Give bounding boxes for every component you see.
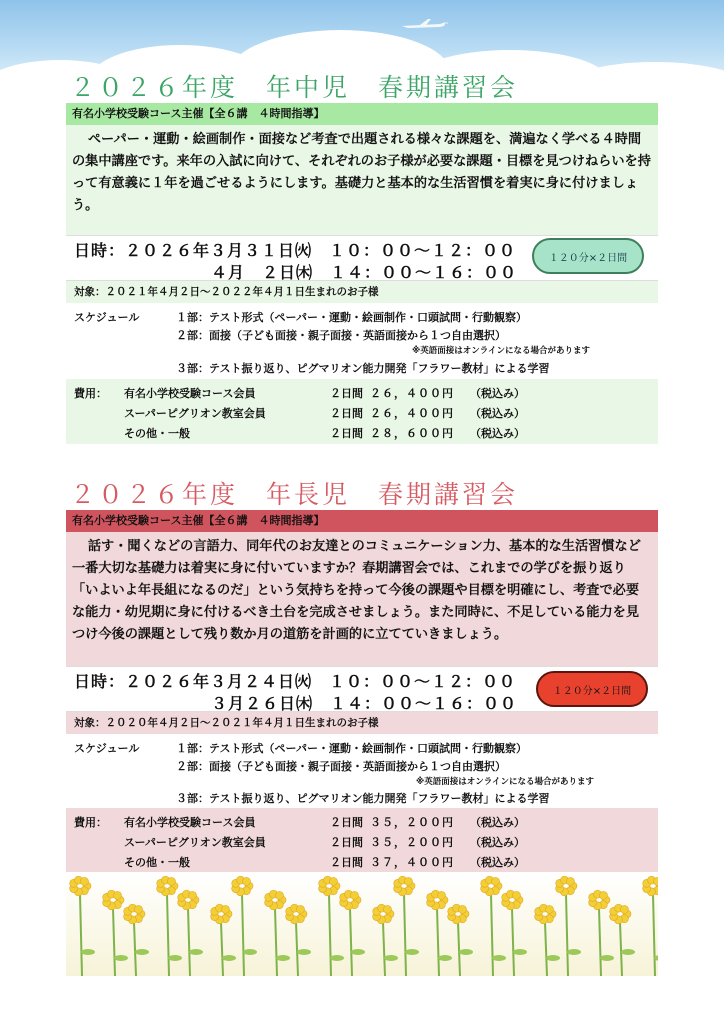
page-title-nencho: ２０２６年度 年長児 春期講習会 (70, 480, 519, 509)
fee-row (124, 854, 525, 870)
fee-tax: （税込み） (470, 387, 525, 400)
fee-name: スーパーピグリオン教室会員 (124, 836, 266, 849)
rapeseed-flowers-icon (66, 872, 658, 976)
section-header: 有名小学校受験コース主催【全６講 ４時間指導】 (66, 510, 658, 532)
fee-name: 有名小学校受験コース会員 (124, 387, 256, 400)
section-intro: 話す・聞くなどの言語力、同年代のお友達とのコミュニケーション力、基本的な生活習慣など一番大切な基礎力は着実に身に付いていますか？春期講習会では、これまでの学びを振り返り「いよいよ年長組になるのだ」という気持ちを持って今後の課題や目標を明確にし、考査で必要な能力・幼児期に身に付けるべき土台を完成させましょう。また同時に、不足している能力を見つけ今後の課題として残り数か月の道筋を計画的に立てていきましょう。 (66, 532, 658, 666)
fee-days: ２日間 (330, 856, 363, 869)
schedule-part-2: ２部：面接（子ども面接・親子面接・英語面接から１つ自由選択） (176, 760, 506, 773)
fee-price: ３５，２００円 (370, 816, 454, 829)
fee-row (124, 834, 525, 850)
fee-days: ２日間 (330, 836, 363, 849)
duration-badge: １２０分×２日間 (532, 238, 644, 274)
fee-label: 費用： (74, 816, 107, 829)
section-intro: ペーパー・運動・絵画制作・面接など考査で出題される様々な課題を、満遍なく学べる４時間の集中講座です。来年の入試に向けて、それぞれのお子様が必要な課題・目標を見つけねらいを持って有意義に１年を過ごせるようにします。基礎力と基本的な生活習慣を着実に身に付けましょう。 (66, 125, 658, 235)
fee-price: ３７，４００円 (370, 856, 454, 869)
fee-row (124, 814, 525, 830)
fee-name: 有名小学校受験コース会員 (124, 816, 256, 829)
schedule-dates (66, 666, 658, 712)
schedule-block (66, 734, 658, 808)
schedule-block (66, 303, 658, 379)
fee-price: ２６，４００円 (370, 387, 454, 400)
fee-price: ３５，２００円 (370, 836, 454, 849)
fee-tax: （税込み） (470, 856, 525, 869)
fee-row (124, 425, 525, 441)
fee-days: ２日間 (330, 816, 363, 829)
fee-label: 費用： (74, 387, 107, 400)
schedule-part-3: ３部：テスト振り返り、ピグマリオン能力開発「フラワー教材」による学習 (176, 792, 550, 805)
fee-price: ２６，４００円 (370, 407, 454, 420)
date-line-2: ４月 ２日㈭ １４：００～１６：００ (211, 263, 518, 282)
fee-days: ２日間 (330, 387, 363, 400)
schedule-note: ※英語面接はオンラインになる場合があります (416, 777, 595, 787)
schedule-label: スケジュール (74, 311, 140, 324)
schedule-part-1: １部：テスト形式（ペーパー・運動・絵画制作・口頭試問・行動観察） (176, 742, 528, 755)
date-line-1: 日時：２０２６年３月２４日㈫ １０：００～１２：００ (74, 672, 517, 691)
fee-tax: （税込み） (470, 836, 525, 849)
fee-table (66, 379, 658, 444)
target-children: 対象：２０２１年４月２日～２０２２年４月１日生まれのお子様 (66, 281, 658, 303)
fee-days: ２日間 (330, 427, 363, 440)
fee-price: ２８，６００円 (370, 427, 454, 440)
fee-name: その他・一般 (124, 427, 190, 440)
target-children: 対象：２０２０年４月２日～２０２１年４月１日生まれのお子様 (66, 712, 658, 734)
schedule-note: ※英語面接はオンラインになる場合があります (412, 346, 591, 356)
page-title-nenchu: ２０２６年度 年中児 春期講習会 (70, 73, 519, 102)
schedule-part-1: １部：テスト形式（ペーパー・運動・絵画制作・口頭試問・行動観察） (176, 311, 528, 324)
fee-row (124, 385, 525, 401)
date-line-2: ３月２６日㈭ １４：００～１６：００ (211, 694, 518, 713)
duration-badge: １２０分×２日間 (536, 671, 648, 707)
date-line-1: 日時：２０２６年３月３１日㈫ １０：００～１２：００ (74, 241, 517, 260)
section-nenchu (66, 103, 658, 444)
schedule-label: スケジュール (74, 742, 140, 755)
fee-tax: （税込み） (470, 427, 525, 440)
fee-tax: （税込み） (470, 407, 525, 420)
schedule-dates (66, 235, 658, 281)
fee-row (124, 405, 525, 421)
section-header: 有名小学校受験コース主催【全６講 ４時間指導】 (66, 103, 658, 125)
section-nencho (66, 510, 658, 872)
schedule-part-3: ３部：テスト振り返り、ピグマリオン能力開発「フラワー教材」による学習 (176, 362, 550, 375)
fee-table (66, 808, 658, 872)
fee-name: その他・一般 (124, 856, 190, 869)
fee-name: スーパーピグリオン教室会員 (124, 407, 266, 420)
fee-days: ２日間 (330, 407, 363, 420)
schedule-part-2: ２部：面接（子ども面接・親子面接・英語面接から１つ自由選択） (176, 329, 506, 342)
airplane-icon (400, 18, 448, 32)
fee-tax: （税込み） (470, 816, 525, 829)
